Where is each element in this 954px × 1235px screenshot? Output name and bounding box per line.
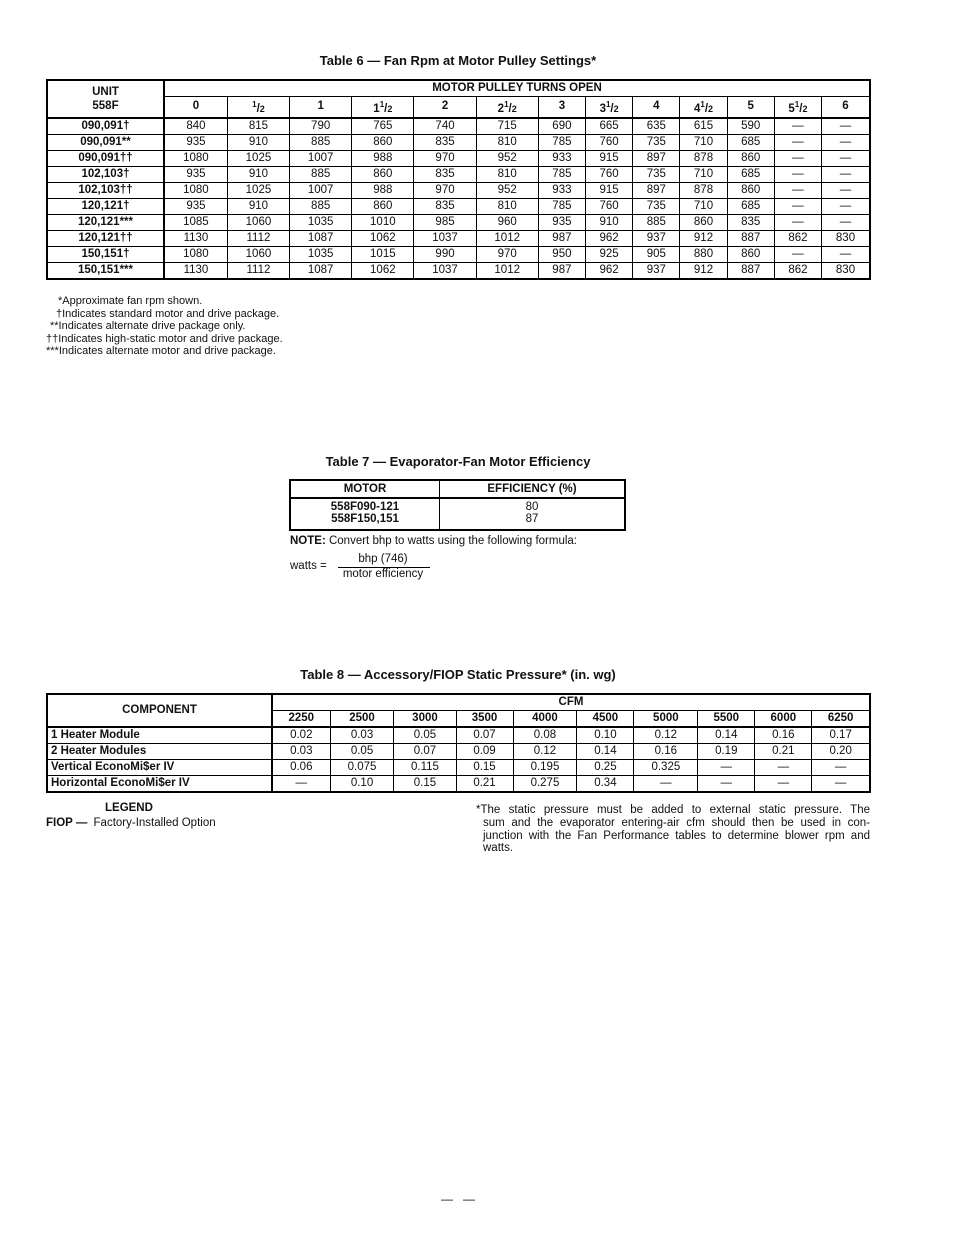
rpm-cell: 760 xyxy=(586,166,633,182)
motor-value: 558F090-121 xyxy=(330,501,400,513)
rpm-cell: 710 xyxy=(680,134,727,150)
rpm-cell: 815 xyxy=(227,118,289,135)
rpm-cell: 1007 xyxy=(290,150,352,166)
efficiency-value: 87 xyxy=(525,513,539,525)
rpm-cell: 860 xyxy=(352,134,414,150)
rpm-cell: 685 xyxy=(727,166,774,182)
rpm-cell: 970 xyxy=(414,182,476,198)
footnote: ††Indicates high-static motor and drive package. xyxy=(46,332,283,345)
rpm-cell: 1010 xyxy=(352,214,414,230)
unit-cell: 090,091† xyxy=(47,118,164,135)
turns-whole: 6 xyxy=(842,100,849,113)
cfm-column-header: 3500 xyxy=(456,711,513,728)
rpm-cell: 860 xyxy=(727,150,774,166)
rpm-cell: 860 xyxy=(727,182,774,198)
turns-column-header xyxy=(633,97,680,118)
note-text: Convert bhp to watts using the following formula: xyxy=(325,535,577,547)
pressure-cell: — xyxy=(755,760,812,776)
rpm-cell: 835 xyxy=(727,214,774,230)
fraction-denominator: 2 xyxy=(387,103,393,114)
table-row xyxy=(47,118,870,135)
unit-header-line1: UNIT xyxy=(92,85,119,98)
rpm-cell: 897 xyxy=(633,182,680,198)
rpm-cell: 710 xyxy=(680,198,727,214)
table-row xyxy=(47,134,870,150)
rpm-cell: 860 xyxy=(727,246,774,262)
rpm-cell: 1080 xyxy=(164,246,227,262)
rpm-cell: — xyxy=(822,182,870,198)
rpm-cell: 878 xyxy=(680,150,727,166)
rpm-cell: 760 xyxy=(586,134,633,150)
pressure-cell: 0.21 xyxy=(456,776,513,793)
rpm-cell: 590 xyxy=(727,118,774,135)
pressure-cell: 0.14 xyxy=(577,744,634,760)
rpm-cell: 987 xyxy=(538,262,585,279)
rpm-cell: 990 xyxy=(414,246,476,262)
motor-efficiency-table xyxy=(289,479,626,531)
footnote-line: sum and the evaporator entering-air cfm should then be used in con- xyxy=(483,816,870,829)
turns-column-header xyxy=(164,97,227,118)
pressure-cell: 0.08 xyxy=(513,727,577,744)
fraction-numerator: 1 xyxy=(700,100,705,109)
pressure-cell: — xyxy=(698,776,755,793)
table-row xyxy=(47,230,870,246)
rpm-cell: 862 xyxy=(774,262,821,279)
pressure-cell: 0.16 xyxy=(634,744,698,760)
rpm-cell: — xyxy=(822,134,870,150)
pressure-cell: — xyxy=(812,760,870,776)
footnote: ***Indicates alternate motor and drive package. xyxy=(46,345,276,357)
unit-cell: 150,151*** xyxy=(47,262,164,279)
turns-column-header xyxy=(727,97,774,118)
rpm-cell: 1062 xyxy=(352,230,414,246)
rpm-cell: 910 xyxy=(227,198,289,214)
rpm-cell: 933 xyxy=(538,182,585,198)
rpm-cell: 988 xyxy=(352,150,414,166)
rpm-cell: 685 xyxy=(727,134,774,150)
turns-column-header xyxy=(538,97,585,118)
turns-column-header xyxy=(774,97,821,118)
table-row xyxy=(47,727,870,744)
rpm-cell: 910 xyxy=(227,134,289,150)
turns-whole: 4 xyxy=(653,100,660,113)
unit-cell: 150,151† xyxy=(47,246,164,262)
motor-value: 558F150,151 xyxy=(331,513,399,525)
rpm-cell: 910 xyxy=(227,166,289,182)
rpm-cell: 740 xyxy=(414,118,476,135)
rpm-cell: 935 xyxy=(164,198,227,214)
rpm-cell: 1035 xyxy=(290,214,352,230)
rpm-cell: 970 xyxy=(476,246,538,262)
rpm-cell: 1080 xyxy=(164,182,227,198)
pressure-cell: 0.075 xyxy=(330,760,394,776)
rpm-cell: — xyxy=(822,246,870,262)
table8-title: Table 8 — Accessory/FIOP Static Pressure* (in. wg) xyxy=(300,667,616,682)
cfm-header: CFM xyxy=(272,694,870,711)
fraction-slash: / xyxy=(610,102,614,115)
formula-lhs: watts = xyxy=(290,560,327,572)
fraction-denominator: 2 xyxy=(613,103,619,114)
rpm-cell: 665 xyxy=(586,118,633,135)
rpm-cell: 960 xyxy=(476,214,538,230)
rpm-cell: 862 xyxy=(774,230,821,246)
rpm-cell: — xyxy=(822,214,870,230)
rpm-cell: 1007 xyxy=(290,182,352,198)
pressure-cell: 0.10 xyxy=(330,776,394,793)
cfm-column-header: 5000 xyxy=(634,711,698,728)
rpm-cell: 962 xyxy=(586,262,633,279)
turns-whole: 2 xyxy=(441,100,449,113)
turns-whole: 1 xyxy=(317,100,324,113)
watts-formula xyxy=(290,553,440,583)
turns-whole: 0 xyxy=(192,100,200,113)
cfm-column-header: 5500 xyxy=(698,711,755,728)
cfm-column-header: 2500 xyxy=(330,711,394,728)
turns-whole: 5 xyxy=(747,100,754,113)
rpm-cell: 933 xyxy=(538,150,585,166)
cfm-column-header: 3000 xyxy=(394,711,456,728)
rpm-cell: 950 xyxy=(538,246,585,262)
rpm-cell: 912 xyxy=(680,230,727,246)
rpm-cell: — xyxy=(774,246,821,262)
unit-cell: 090,091†† xyxy=(47,150,164,166)
pressure-cell: 0.09 xyxy=(456,744,513,760)
efficiency-value: 80 xyxy=(525,501,539,513)
rpm-cell: — xyxy=(774,166,821,182)
rpm-cell: 785 xyxy=(538,198,585,214)
turns-column-header xyxy=(414,97,476,118)
table-row xyxy=(47,246,870,262)
rpm-cell: 785 xyxy=(538,166,585,182)
rpm-cell: 1025 xyxy=(227,150,289,166)
pressure-cell: 0.07 xyxy=(456,727,513,744)
rpm-cell: 1025 xyxy=(227,182,289,198)
pressure-cell: 0.21 xyxy=(755,744,812,760)
cfm-column-header: 4000 xyxy=(513,711,577,728)
rpm-cell: 885 xyxy=(290,198,352,214)
turns-column-header xyxy=(290,97,352,118)
cfm-column-header: 4500 xyxy=(577,711,634,728)
formula-denominator: motor efficiency xyxy=(342,568,424,580)
rpm-cell: 910 xyxy=(586,214,633,230)
pressure-cell: — xyxy=(698,760,755,776)
rpm-cell: 785 xyxy=(538,134,585,150)
pressure-cell: 0.02 xyxy=(272,727,330,744)
rpm-cell: 690 xyxy=(538,118,585,135)
pressure-cell: 0.275 xyxy=(513,776,577,793)
rpm-cell: — xyxy=(774,198,821,214)
fraction-slash: / xyxy=(256,102,260,115)
rpm-cell: 1130 xyxy=(164,262,227,279)
component-header: COMPONENT xyxy=(47,694,272,727)
rpm-cell: 912 xyxy=(680,262,727,279)
pressure-cell: 0.06 xyxy=(272,760,330,776)
rpm-cell: 1035 xyxy=(290,246,352,262)
pressure-cell: — xyxy=(634,776,698,793)
rpm-cell: — xyxy=(774,214,821,230)
fraction-numerator: 1 xyxy=(794,100,800,109)
rpm-cell: 1015 xyxy=(352,246,414,262)
table-row xyxy=(47,198,870,214)
table7-title: Table 7 — Evaporator-Fan Motor Efficiency xyxy=(325,454,591,469)
pressure-cell: 0.195 xyxy=(513,760,577,776)
table-row xyxy=(47,262,870,279)
fraction-denominator: 2 xyxy=(802,103,808,114)
pressure-cell: 0.07 xyxy=(394,744,456,760)
rpm-cell: 830 xyxy=(822,230,870,246)
rpm-cell: 937 xyxy=(633,230,680,246)
pressure-cell: 0.12 xyxy=(513,744,577,760)
rpm-cell: 952 xyxy=(476,182,538,198)
rpm-cell: 985 xyxy=(414,214,476,230)
pressure-cell: 0.20 xyxy=(812,744,870,760)
turns-whole: 1 xyxy=(373,102,380,115)
rpm-cell: 860 xyxy=(352,166,414,182)
unit-cell: 120,121† xyxy=(47,198,164,214)
rpm-cell: — xyxy=(774,134,821,150)
rpm-cell: 1012 xyxy=(476,230,538,246)
legend xyxy=(46,802,216,829)
fan-rpm-table xyxy=(46,79,871,280)
table-row xyxy=(47,150,870,166)
turns-whole: 2 xyxy=(497,102,505,115)
fraction-denominator: 2 xyxy=(708,103,714,114)
static-pressure-table xyxy=(46,693,871,793)
pressure-cell: 0.15 xyxy=(394,776,456,793)
pressure-cell: 0.34 xyxy=(577,776,634,793)
turns-column-header xyxy=(476,97,538,118)
component-cell: Horizontal EconoMi$er IV xyxy=(47,776,272,793)
turns-column-header xyxy=(680,97,727,118)
conversion-note xyxy=(290,535,577,547)
rpm-cell: 790 xyxy=(290,118,352,135)
rpm-cell: 735 xyxy=(633,166,680,182)
footnote-line: *The static pressure must be added to external static pressure. The xyxy=(476,804,870,816)
pressure-cell: 0.325 xyxy=(634,760,698,776)
rpm-cell: 1130 xyxy=(164,230,227,246)
rpm-cell: 1112 xyxy=(227,262,289,279)
rpm-cell: 1062 xyxy=(352,262,414,279)
legend-title: LEGEND xyxy=(105,802,153,814)
rpm-cell: 810 xyxy=(476,134,538,150)
efficiency-cell xyxy=(440,498,626,530)
pressure-cell: 0.25 xyxy=(577,760,634,776)
rpm-cell: 897 xyxy=(633,150,680,166)
component-cell: Vertical EconoMi$er IV xyxy=(47,760,272,776)
pressure-cell: 0.115 xyxy=(394,760,456,776)
component-cell: 1 Heater Module xyxy=(47,727,272,744)
unit-cell: 102,103†† xyxy=(47,182,164,198)
page-number: — — xyxy=(440,1192,475,1206)
fraction-slash: / xyxy=(799,102,803,115)
unit-cell: 120,121*** xyxy=(47,214,164,230)
rpm-cell: 1085 xyxy=(164,214,227,230)
rpm-cell: 1080 xyxy=(164,150,227,166)
legend-abbr: FIOP — xyxy=(46,817,88,829)
rpm-cell: 905 xyxy=(633,246,680,262)
fraction-numerator: 1 xyxy=(504,100,509,109)
rpm-cell: 1037 xyxy=(414,262,476,279)
rpm-cell: 1012 xyxy=(476,262,538,279)
rpm-cell: 615 xyxy=(680,118,727,135)
unit-cell: 120,121†† xyxy=(47,230,164,246)
fraction-numerator: 1 xyxy=(252,100,257,109)
rpm-cell: 987 xyxy=(538,230,585,246)
motor-header: MOTOR xyxy=(290,480,440,498)
rpm-cell: — xyxy=(774,118,821,135)
rpm-cell: 810 xyxy=(476,166,538,182)
pressure-cell: 0.15 xyxy=(456,760,513,776)
unit-cell: 090,091** xyxy=(47,134,164,150)
rpm-cell: 765 xyxy=(352,118,414,135)
rpm-cell: 1087 xyxy=(290,262,352,279)
rpm-cell: 1060 xyxy=(227,214,289,230)
efficiency-header: EFFICIENCY (%) xyxy=(440,480,626,498)
fraction-slash: / xyxy=(508,102,512,115)
table6-title: Table 6 — Fan Rpm at Motor Pulley Settings* xyxy=(319,53,597,68)
rpm-cell: 835 xyxy=(414,134,476,150)
pressure-cell: 0.14 xyxy=(698,727,755,744)
note-label: NOTE: xyxy=(290,535,326,547)
table-row xyxy=(47,776,870,793)
rpm-cell: — xyxy=(822,150,870,166)
rpm-cell: 835 xyxy=(414,166,476,182)
footnote-line: watts. xyxy=(483,842,514,855)
fraction-denominator: 2 xyxy=(259,103,265,114)
rpm-cell: 760 xyxy=(586,198,633,214)
legend-text: Factory-Installed Option xyxy=(93,817,216,829)
fraction-slash: / xyxy=(384,102,388,115)
unit-header xyxy=(47,80,164,118)
rpm-cell: 860 xyxy=(680,214,727,230)
fraction-numerator: 1 xyxy=(379,100,385,109)
turns-whole: 5 xyxy=(788,102,795,115)
table-row xyxy=(47,182,870,198)
pressure-cell: — xyxy=(755,776,812,793)
table-row xyxy=(47,166,870,182)
rpm-cell: 887 xyxy=(727,230,774,246)
rpm-cell: 835 xyxy=(414,198,476,214)
rpm-cell: 878 xyxy=(680,182,727,198)
rpm-cell: 937 xyxy=(633,262,680,279)
rpm-cell: 970 xyxy=(414,150,476,166)
rpm-cell: 810 xyxy=(476,198,538,214)
rpm-cell: 685 xyxy=(727,198,774,214)
turns-column-header xyxy=(227,97,289,118)
rpm-cell: 1037 xyxy=(414,230,476,246)
pressure-cell: 0.03 xyxy=(272,744,330,760)
table6-footnotes xyxy=(46,295,283,358)
pressure-cell: 0.19 xyxy=(698,744,755,760)
rpm-cell: 840 xyxy=(164,118,227,135)
turns-whole: 3 xyxy=(558,100,566,113)
rpm-cell: 1087 xyxy=(290,230,352,246)
rpm-cell: 830 xyxy=(822,262,870,279)
unit-cell: 102,103† xyxy=(47,166,164,182)
pressure-cell: 0.12 xyxy=(634,727,698,744)
turns-whole: 3 xyxy=(599,102,606,115)
rpm-cell: 887 xyxy=(727,262,774,279)
rpm-cell: 735 xyxy=(633,198,680,214)
footnote: †Indicates standard motor and drive package. xyxy=(56,307,280,320)
rpm-cell: 925 xyxy=(586,246,633,262)
table-row xyxy=(47,744,870,760)
component-cell: 2 Heater Modules xyxy=(47,744,272,760)
rpm-cell: — xyxy=(822,118,870,135)
rpm-cell: 935 xyxy=(164,166,227,182)
table8-footnote xyxy=(476,804,870,855)
footnote-line: junction with the Fan Performance tables to determine blower rpm and xyxy=(483,829,870,842)
rpm-cell: 1060 xyxy=(227,246,289,262)
pressure-cell: — xyxy=(812,776,870,793)
rpm-cell: — xyxy=(774,182,821,198)
cfm-column-header: 2250 xyxy=(272,711,330,728)
rpm-cell: 962 xyxy=(586,230,633,246)
pressure-cell: 0.17 xyxy=(812,727,870,744)
rpm-cell: 915 xyxy=(586,150,633,166)
turns-column-header xyxy=(586,97,633,118)
footnote: **Indicates alternate drive package only. xyxy=(50,320,246,332)
rpm-cell: 880 xyxy=(680,246,727,262)
rpm-cell: 952 xyxy=(476,150,538,166)
legend-entry xyxy=(46,817,216,829)
rpm-cell: 635 xyxy=(633,118,680,135)
rpm-cell: — xyxy=(774,150,821,166)
pressure-cell: 0.03 xyxy=(330,727,394,744)
rpm-cell: 710 xyxy=(680,166,727,182)
footnote: *Approximate fan rpm shown. xyxy=(58,295,203,307)
rpm-cell: 1112 xyxy=(227,230,289,246)
rpm-cell: 715 xyxy=(476,118,538,135)
rpm-cell: 935 xyxy=(538,214,585,230)
table-row xyxy=(47,214,870,230)
formula-numerator: bhp (746) xyxy=(358,553,408,565)
cfm-column-header: 6250 xyxy=(812,711,870,728)
pressure-cell: 0.05 xyxy=(330,744,394,760)
pulley-turns-header: MOTOR PULLEY TURNS OPEN xyxy=(164,80,870,97)
table-row xyxy=(47,760,870,776)
rpm-cell: 915 xyxy=(586,182,633,198)
fraction-slash: / xyxy=(704,102,709,115)
fraction-numerator: 1 xyxy=(605,100,611,109)
unit-header-line2: 558F xyxy=(92,99,119,112)
pressure-cell: 0.05 xyxy=(394,727,456,744)
rpm-cell: 735 xyxy=(633,134,680,150)
rpm-cell: 885 xyxy=(290,134,352,150)
rpm-cell: 885 xyxy=(633,214,680,230)
turns-column-header xyxy=(822,97,870,118)
rpm-cell: 860 xyxy=(352,198,414,214)
motor-cell xyxy=(290,498,440,530)
rpm-cell: 885 xyxy=(290,166,352,182)
turns-whole: 4 xyxy=(693,102,701,115)
turns-column-header xyxy=(352,97,414,118)
pressure-cell: 0.16 xyxy=(755,727,812,744)
rpm-cell: — xyxy=(822,166,870,182)
fraction-denominator: 2 xyxy=(511,103,517,114)
rpm-cell: 935 xyxy=(164,134,227,150)
pressure-cell: 0.10 xyxy=(577,727,634,744)
rpm-cell: 988 xyxy=(352,182,414,198)
pressure-cell: — xyxy=(272,776,330,793)
rpm-cell: — xyxy=(822,198,870,214)
cfm-column-header: 6000 xyxy=(755,711,812,728)
